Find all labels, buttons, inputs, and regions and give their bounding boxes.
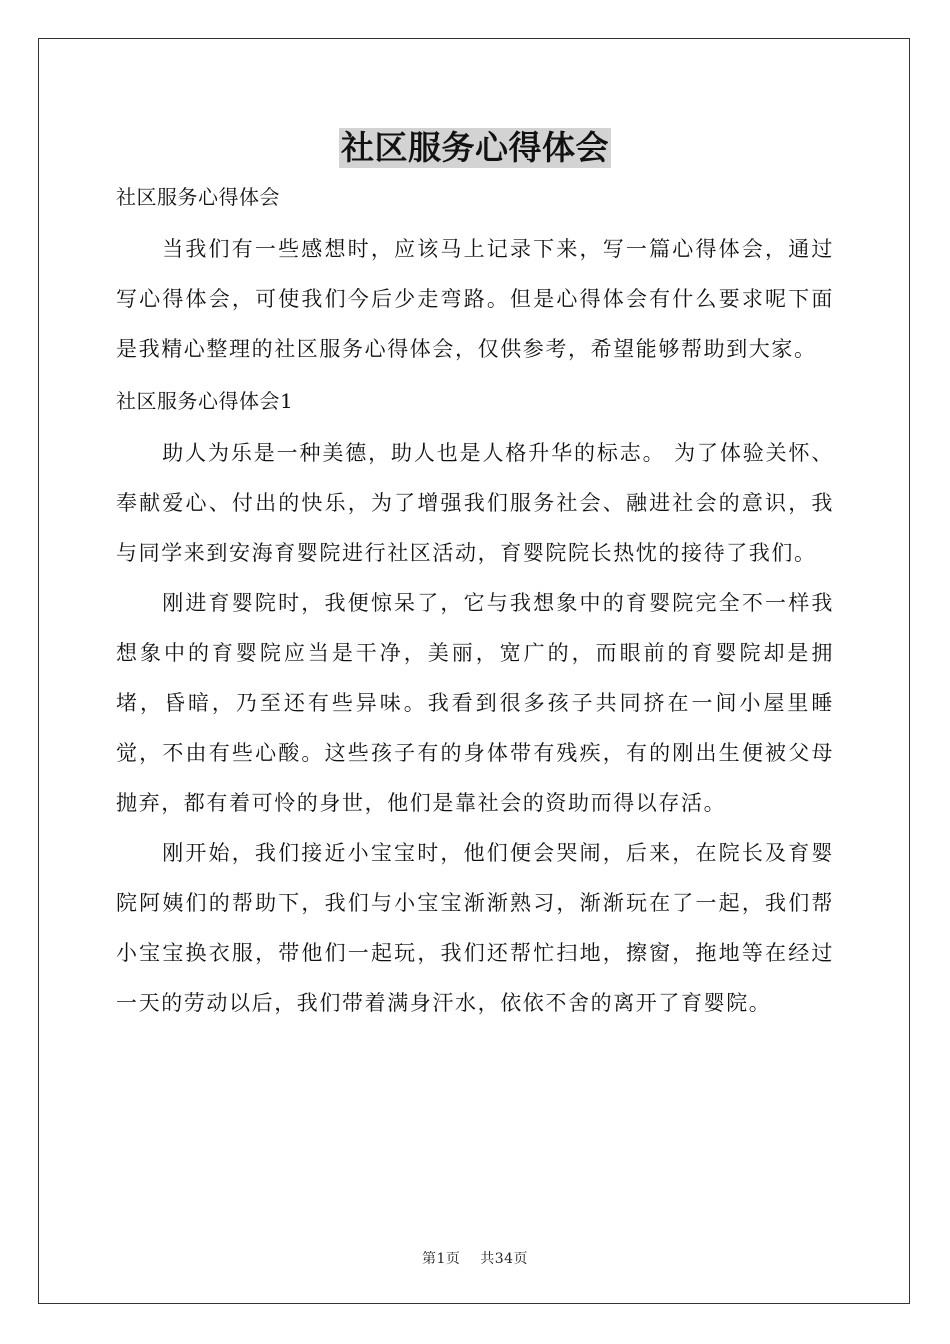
document-body — [116, 178, 834, 1028]
page-number: 第1页 — [421, 1251, 461, 1267]
body-paragraph: 刚开始，我们接近小宝宝时，他们便会哭闹，后来，在院长及育婴院阿姨们的帮助下，我们与小宝宝渐渐熟习，渐渐玩在了一起，我们帮小宝宝换衣服，带他们一起玩，我们还帮忙扫地，擦窗，拖地等在经过一天的劳动以后，我们带着满身汗水，依依不舍的离开了育婴院。 — [116, 841, 834, 1015]
intro-paragraph: 当我们有一些感想时，应该马上记录下来，写一篇心得体会，通过写心得体会，可使我们今后少走弯路。但是心得体会有什么要求呢下面是我精心整理的社区服务心得体会，仅供参考，希望能够帮助到大家。 — [116, 237, 834, 361]
page-footer — [0, 1248, 950, 1268]
body-paragraph: 助人为乐是一种美德，助人也是人格升华的标志。 为了体验关怀、奉献爱心、付出的快乐，为了增强我们服务社会、融进社会的意识，我与同学来到安海育婴院进行社区活动，育婴院院长热忱的接待了我们。 — [116, 441, 834, 565]
document-title: 社区服务心得体会 — [341, 128, 609, 167]
body-paragraph: 刚进育婴院时，我便惊呆了，它与我想象中的育婴院完全不一样我想象中的育婴院应当是干净，美丽，宽广的，而眼前的育婴院却是拥堵，昏暗，乃至还有些异味。我看到很多孩子共同挤在一间小屋里睡觉，不由有些心酸。这些孩子有的身体带有残疾，有的刚出生便被父母抛弃，都有着可怜的身世，他们是靠社会的资助而得以存活。 — [116, 591, 834, 815]
title-container — [0, 128, 950, 168]
page-total: 共34页 — [480, 1251, 529, 1267]
section-heading: 社区服务心得体会1 — [116, 389, 294, 413]
document-subtitle: 社区服务心得体会 — [116, 185, 280, 209]
